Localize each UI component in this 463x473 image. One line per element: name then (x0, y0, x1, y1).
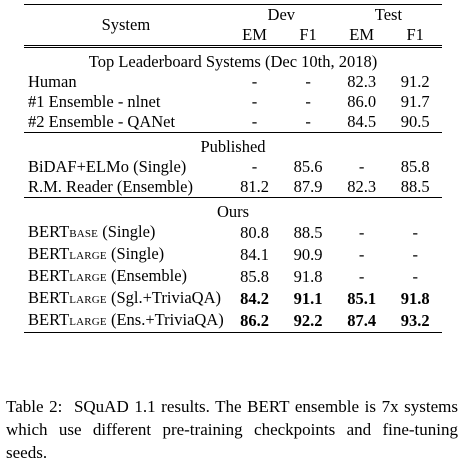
header-test-f1: F1 (406, 25, 424, 44)
bold-value: 87.4 (347, 311, 377, 330)
model-name: BERT (28, 310, 70, 329)
dev-f1: 91.8 (293, 267, 323, 286)
dev-em: 85.8 (240, 267, 269, 286)
test-f1 (388, 288, 442, 310)
test-em: - (358, 157, 365, 176)
dev-em: - (251, 157, 258, 176)
table-caption (6, 395, 458, 464)
test-em: 82.3 (347, 177, 377, 196)
table-row (24, 72, 442, 92)
table-row (24, 177, 442, 198)
system-name: Human (28, 72, 77, 91)
model-variant: (Single) (106, 244, 165, 263)
test-em: - (358, 223, 365, 242)
dev-em: 81.2 (240, 177, 269, 196)
section-title: Top Leaderboard Systems (Dec 10th, 2018) (24, 47, 442, 73)
test-em: 84.5 (347, 112, 377, 131)
header-dev-f1: F1 (299, 25, 317, 44)
dev-f1: - (305, 72, 311, 91)
header-system: System (24, 5, 228, 47)
test-em (335, 310, 389, 333)
dev-f1 (281, 288, 335, 310)
header-test-em: EM (349, 25, 375, 44)
system-name: R.M. Reader (Ensemble) (28, 177, 193, 196)
model-name: BERT (28, 244, 70, 263)
system-name: #1 Ensemble - nlnet (28, 92, 161, 111)
section-title: Ours (24, 198, 442, 223)
system-name (24, 288, 228, 310)
dev-em: 80.8 (240, 223, 269, 242)
header-test: Test (335, 5, 442, 26)
table-row (24, 157, 442, 177)
bold-value: 85.1 (347, 289, 377, 308)
test-f1 (388, 310, 442, 333)
section-title: Published (24, 133, 442, 158)
test-f1: - (412, 223, 418, 242)
caption-text: SQuAD 1.1 results. The BERT ensemble is 7x systems which use different pre-training checkpoints and fine-tuning seeds. (6, 397, 459, 462)
test-em (335, 288, 389, 310)
test-f1: 85.8 (400, 157, 430, 176)
system-name: #2 Ensemble - QANet (28, 112, 176, 131)
table-row (24, 310, 442, 333)
dev-em: - (251, 92, 258, 111)
model-variant: (Single) (98, 222, 156, 241)
test-em: - (358, 267, 365, 286)
results-table (24, 4, 442, 333)
bold-value: 84.2 (240, 289, 269, 308)
table-row (24, 112, 442, 133)
results-table-container (24, 4, 442, 333)
dev-em: 84.1 (240, 245, 269, 264)
dev-em (228, 288, 282, 310)
dev-f1: 85.6 (293, 157, 323, 176)
header-dev-em: EM (242, 25, 267, 44)
model-name: BERT (28, 288, 70, 307)
test-em: - (358, 245, 365, 264)
system-name: BiDAF+ELMo (Single) (28, 157, 187, 176)
dev-em: - (251, 72, 258, 91)
table-row (24, 266, 442, 288)
system-name (24, 310, 228, 333)
test-f1: 91.7 (400, 92, 430, 111)
test-f1: - (412, 267, 418, 286)
table-row (24, 244, 442, 266)
dev-f1: 90.9 (293, 245, 323, 264)
model-size: LARGE (69, 250, 107, 262)
bold-value: 91.8 (400, 289, 430, 308)
system-name (24, 222, 228, 244)
model-size: LARGE (69, 294, 107, 306)
model-size: LARGE (69, 316, 107, 328)
table-row (24, 222, 442, 244)
bold-value: 91.1 (293, 289, 323, 308)
dev-f1: 87.9 (293, 177, 323, 196)
table-row (24, 288, 442, 310)
model-size: BASE (69, 228, 99, 240)
test-f1: 88.5 (400, 177, 430, 196)
system-name (24, 266, 228, 288)
model-name: BERT (28, 266, 70, 285)
dev-em (228, 310, 282, 333)
dev-f1: - (305, 112, 311, 131)
dev-em: - (251, 112, 258, 131)
dev-f1: - (305, 92, 311, 111)
caption-label: Table 2: (6, 397, 63, 416)
bold-value: 93.2 (400, 311, 430, 330)
test-em: 86.0 (347, 92, 377, 111)
test-f1: 91.2 (400, 72, 430, 91)
table-row (24, 92, 442, 112)
model-variant: (Sgl.+TriviaQA) (106, 288, 221, 307)
system-name (24, 244, 228, 266)
dev-f1 (281, 310, 335, 333)
header-dev: Dev (228, 5, 335, 26)
bold-value: 86.2 (240, 311, 269, 330)
test-f1: - (412, 245, 418, 264)
model-name: BERT (28, 222, 70, 241)
test-em: 82.3 (347, 72, 377, 91)
test-f1: 90.5 (400, 112, 430, 131)
model-variant: (Ens.+TriviaQA) (106, 310, 224, 329)
model-size: LARGE (69, 272, 107, 284)
model-variant: (Ensemble) (106, 266, 188, 285)
dev-f1: 88.5 (293, 223, 323, 242)
bold-value: 92.2 (293, 311, 323, 330)
